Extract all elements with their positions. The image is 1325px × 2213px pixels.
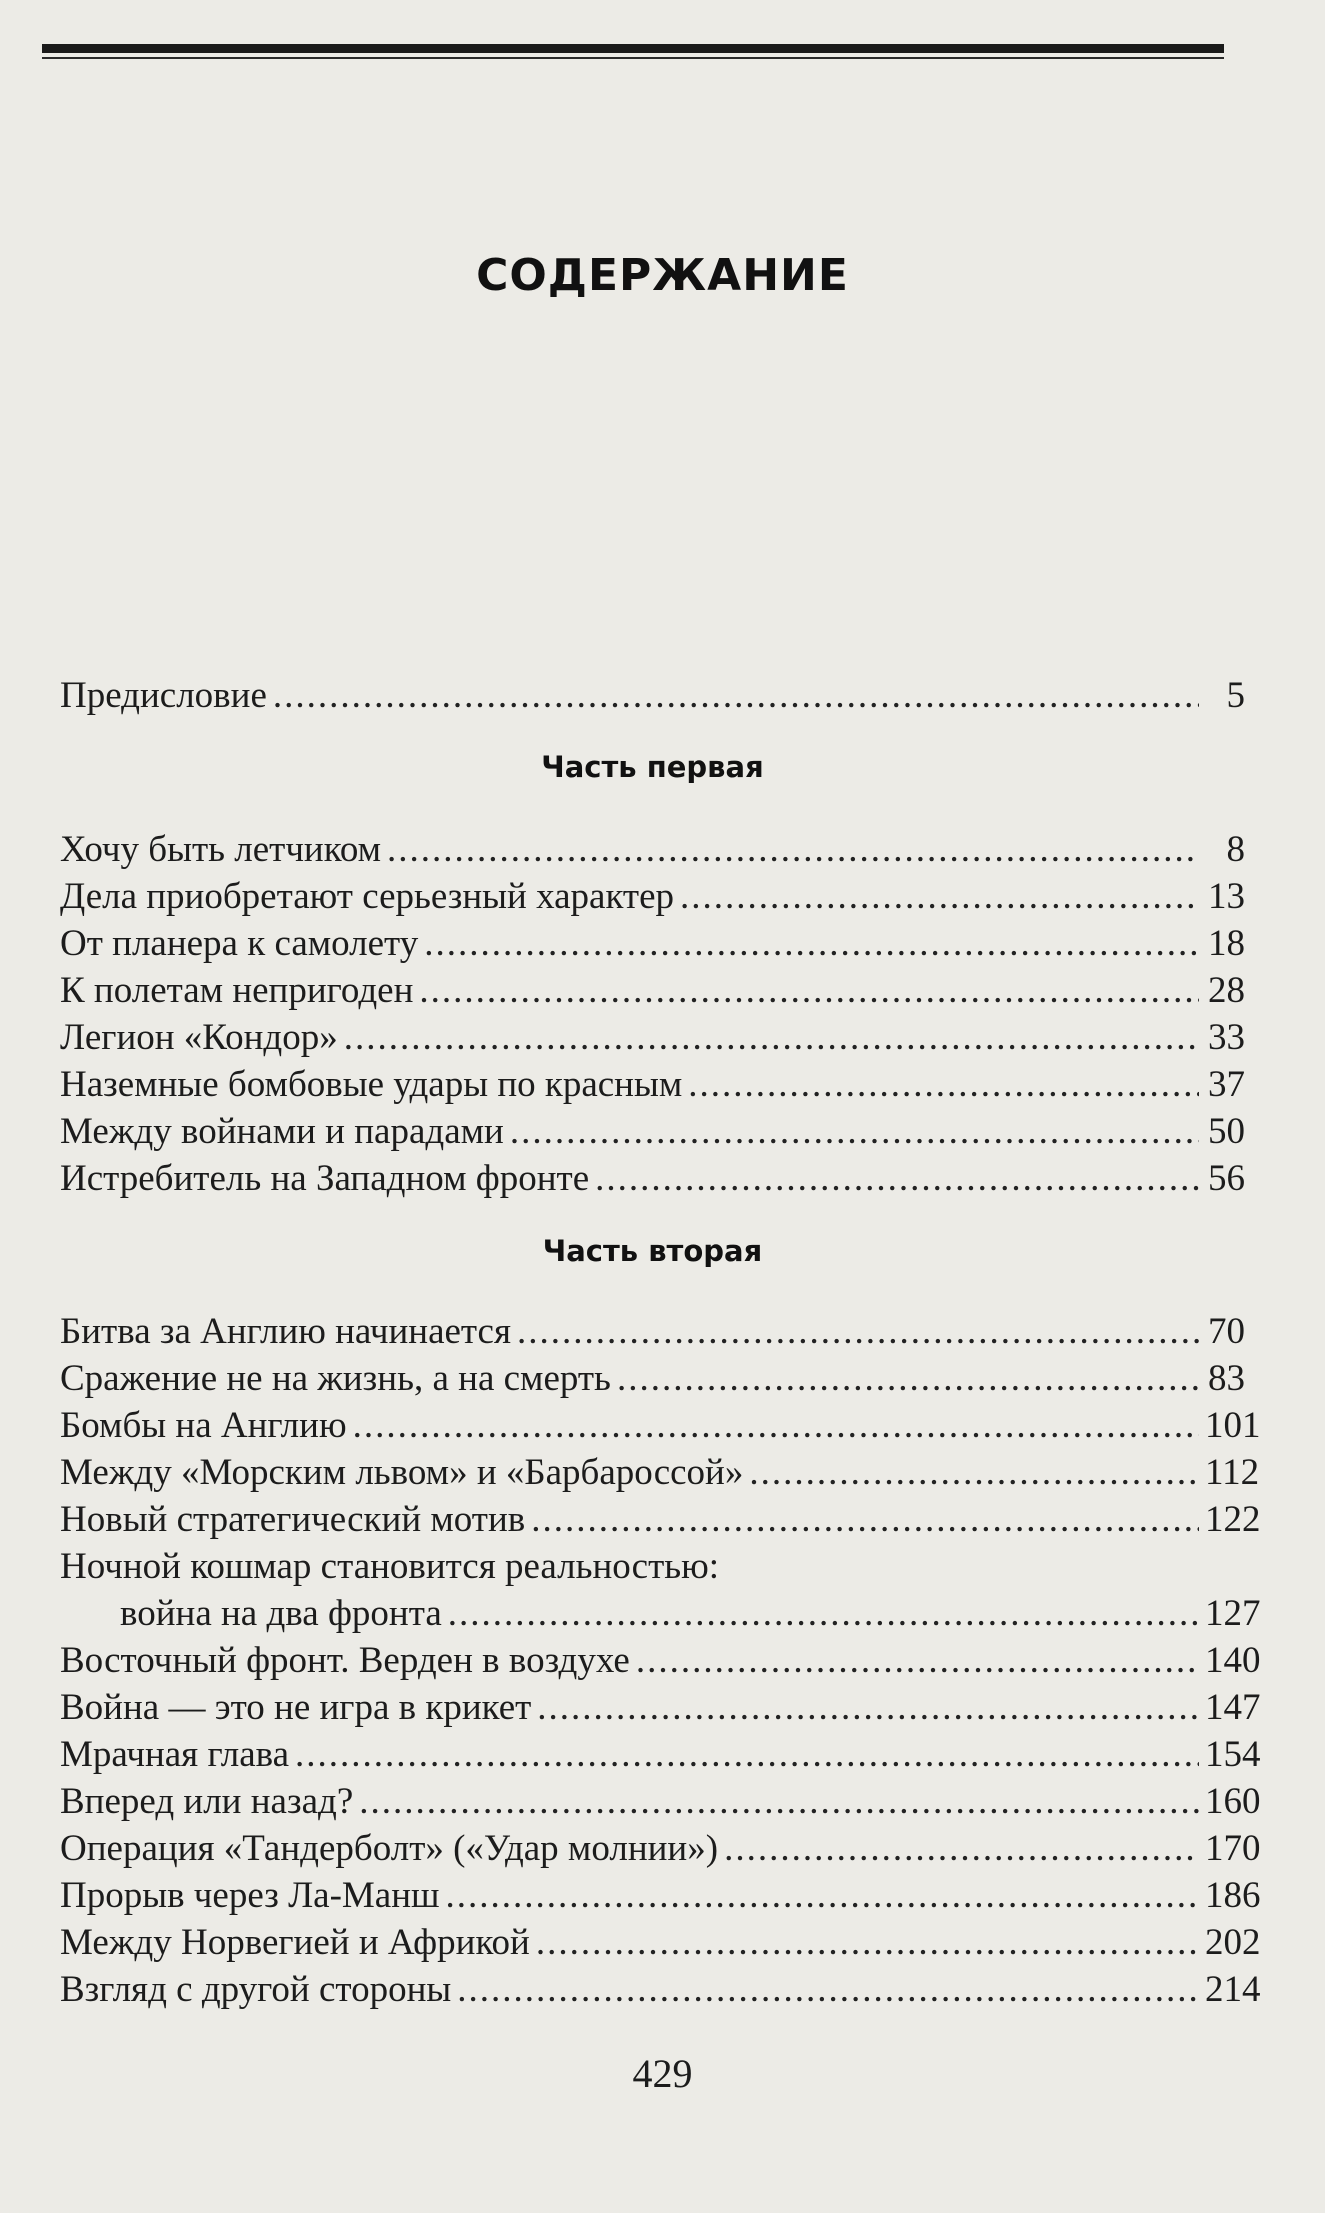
toc-entry [60, 1308, 1245, 1356]
toc-entry-preface [60, 672, 1245, 720]
toc-entry [60, 1684, 1261, 1732]
page-number: 429 [632, 2051, 693, 2096]
toc-entry [60, 967, 1245, 1015]
toc-entry-page: 13 [1208, 876, 1245, 917]
toc-entry-page: 33 [1208, 1017, 1245, 1058]
toc-entry-label: Хочу быть летчиком [60, 829, 382, 870]
toc-entry [60, 1402, 1261, 1450]
toc-entry-label: Предисловие [60, 675, 267, 716]
toc-entry [60, 826, 1245, 874]
toc-entry [60, 1108, 1245, 1156]
toc-leader-dots [419, 967, 1199, 1015]
toc-leader-dots [617, 1355, 1199, 1403]
toc-entry-label: Операция «Тандерболт» («Удар молнии») [60, 1828, 719, 1869]
toc-entry-label: Дела приобретают серьезный характер [60, 876, 675, 917]
toc-entry [60, 873, 1245, 921]
toc-entry [60, 1919, 1261, 1967]
toc-leader-dots [749, 1449, 1199, 1497]
toc-entry [60, 1496, 1261, 1544]
toc-entry [60, 1966, 1261, 2014]
toc-leader-dots [688, 1061, 1199, 1109]
section-heading-part2: Часть вторая [542, 1234, 763, 1268]
toc-entry-page: 56 [1208, 1158, 1245, 1199]
toc-leader-dots [353, 1402, 1199, 1450]
toc-entry [60, 1061, 1245, 1109]
toc-entry-page: 5 [1226, 675, 1245, 716]
toc-entry-page: 101 [1205, 1405, 1261, 1446]
toc-entry-label: Между Норвегией и Африкой [60, 1922, 530, 1963]
toc-entry-label: Война — это не игра в крикет [60, 1687, 532, 1728]
toc-entry-label: война на два фронта [120, 1593, 442, 1634]
toc-entry-page: 37 [1208, 1064, 1245, 1105]
toc-entry [60, 920, 1245, 968]
toc-entry-page: 214 [1205, 1969, 1261, 2010]
toc-leader-dots [446, 1872, 1199, 1920]
section-heading-part1: Часть первая [541, 750, 764, 784]
toc-entry [60, 1543, 1245, 1591]
toc-leader-dots [636, 1637, 1199, 1685]
toc-entry-page: 140 [1205, 1640, 1261, 1681]
toc-entry [60, 1825, 1261, 1873]
toc-leader-dots [295, 1731, 1199, 1779]
toc-leader-dots [724, 1825, 1199, 1873]
toc-entry-page: 8 [1226, 829, 1245, 870]
toc-entry-label: Между войнами и парадами [60, 1111, 504, 1152]
toc-leader-dots [517, 1308, 1199, 1356]
toc-leader-dots [531, 1496, 1199, 1544]
toc-entry-label: Истребитель на Западном фронте [60, 1158, 590, 1199]
toc-entry-label: Наземные бомбовые удары по красным [60, 1064, 683, 1105]
toc-leader-dots [595, 1155, 1199, 1203]
toc-entry-page: 147 [1205, 1687, 1261, 1728]
toc-entry-page: 127 [1205, 1593, 1261, 1634]
toc-entry-label: Между «Морским львом» и «Барбароссой» [60, 1452, 744, 1493]
toc-entry-label: К полетам непригоден [60, 970, 414, 1011]
toc-entry-page: 122 [1205, 1499, 1261, 1540]
toc-entry [60, 1590, 1261, 1638]
toc-entry-label: Ночной кошмар становится реальностью: [60, 1546, 720, 1587]
toc-leader-dots [387, 826, 1199, 874]
toc-entry-label: Новый стратегический мотив [60, 1499, 526, 1540]
toc-entry [60, 1355, 1245, 1403]
toc-entry-label: Мрачная глава [60, 1734, 290, 1775]
toc-entry [60, 1155, 1245, 1203]
toc-leader-dots [457, 1966, 1199, 2014]
toc-leader-dots [359, 1778, 1199, 1826]
toc-entry-label: Взгляд с другой стороны [60, 1969, 452, 2010]
toc-entry-page: 50 [1208, 1111, 1245, 1152]
toc-entry-page: 170 [1205, 1828, 1261, 1869]
toc-entry-page: 83 [1208, 1358, 1245, 1399]
toc-entry-label: Сражение не на жизнь, а на смерть [60, 1358, 611, 1399]
toc-entry-page: 28 [1208, 970, 1245, 1011]
toc-entry [60, 1014, 1245, 1062]
toc-entry-page: 186 [1205, 1875, 1261, 1916]
toc-entry-page: 18 [1208, 923, 1245, 964]
toc-entry-page: 70 [1208, 1311, 1245, 1352]
toc-leader-dots [273, 672, 1199, 720]
toc-entry-page: 202 [1205, 1922, 1261, 1963]
header-rule-thin [42, 57, 1224, 59]
toc-entry [60, 1731, 1261, 1779]
page-title: СОДЕРЖАНИЕ [476, 250, 849, 301]
toc-entry-label: Восточный фронт. Верден в воздухе [60, 1640, 630, 1681]
toc-entry-label: Прорыв через Ла-Манш [60, 1875, 440, 1916]
toc-entry-label: Вперед или назад? [60, 1781, 354, 1822]
toc-entry-label: Легион «Кондор» [60, 1017, 338, 1058]
toc-leader-dots [510, 1108, 1199, 1156]
toc-leader-dots [537, 1684, 1199, 1732]
toc-leader-dots [536, 1919, 1199, 1967]
toc-leader-dots [424, 920, 1199, 968]
toc-entry-page: 112 [1205, 1452, 1260, 1493]
toc-entry [60, 1778, 1261, 1826]
header-rule [42, 44, 1224, 53]
toc-entry-page: 154 [1205, 1734, 1261, 1775]
toc-entry-label: От планера к самолету [60, 923, 419, 964]
toc-entry-label: Бомбы на Англию [60, 1405, 347, 1446]
toc-leader-dots [680, 873, 1199, 921]
toc-entry-label: Битва за Англию начинается [60, 1311, 511, 1352]
toc-entry-page: 160 [1205, 1781, 1261, 1822]
toc-entry [60, 1449, 1260, 1497]
toc-leader-dots [448, 1590, 1199, 1638]
toc-entry [60, 1637, 1261, 1685]
toc-entry [60, 1872, 1261, 1920]
toc-leader-dots [344, 1014, 1199, 1062]
